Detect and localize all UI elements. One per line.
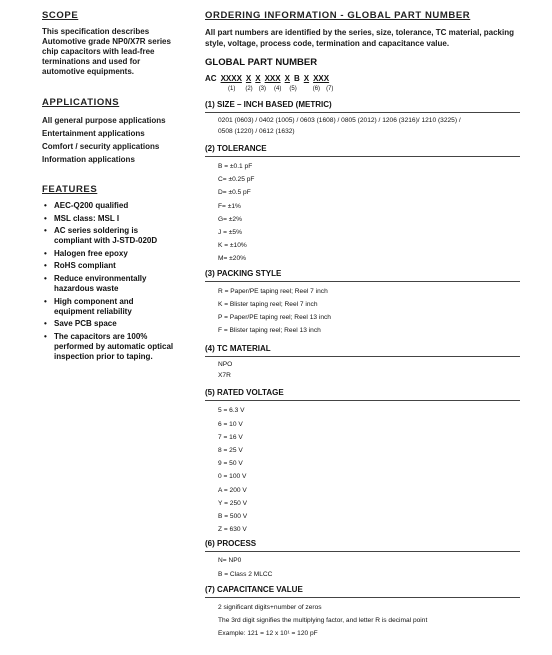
feature-item: • Save PCB space (42, 319, 194, 329)
code-packing: X (255, 74, 261, 83)
feature-item: • The capacitors are 100% performed by automatic optical inspection prior to taping. (42, 332, 182, 362)
scope-line: automotive equipments. (42, 67, 135, 76)
code-number-labels (228, 85, 520, 93)
code-voltage: X (284, 74, 290, 83)
code-num: (7) (326, 86, 334, 92)
code-num: (6) (312, 86, 321, 92)
packing-item: P = Paper/PE taping reel; Reel 13 inch (218, 314, 331, 322)
voltage-item: Y = 250 V (218, 499, 248, 507)
tolerance-item: G= ±2% (218, 215, 242, 223)
ordering-intro: All part numbers are identified by the series, size, tolerance, TC material, packing style, voltage, process code, termination and capacitance value. (205, 28, 514, 48)
voltage-content (205, 401, 520, 536)
feature-item: • High component and equipment reliability (42, 297, 162, 317)
features-list (42, 201, 194, 362)
ordering-title: ORDERING INFORMATION - GLOBAL PART NUMBER (205, 10, 471, 21)
size-line: 0508 (1220) / 0612 (1632) (218, 127, 295, 135)
tolerance-item: M= ±20% (218, 255, 246, 263)
applications-list (42, 114, 194, 166)
size-header: (1) SIZE – INCH BASED (METRIC) (205, 99, 520, 113)
tc-header: (4) TC MATERIAL (205, 343, 520, 357)
scope-line: chip capacitors with lead-free (42, 47, 155, 56)
code-num: (3) (258, 86, 267, 92)
size-content (205, 113, 520, 137)
code-num: (5) (289, 86, 297, 92)
code-process: X (303, 74, 310, 83)
voltage-item: 8 = 25 V (218, 447, 243, 455)
tc-item: X7R (218, 371, 231, 379)
tolerance-item: K = ±10% (218, 242, 247, 250)
application-item: Entertainment applications (42, 129, 145, 138)
voltage-item: A = 200 V (218, 486, 247, 494)
application-item: Information applications (42, 155, 135, 164)
applications-title: APPLICATIONS (42, 97, 120, 108)
voltage-item: 7 = 16 V (218, 433, 243, 441)
tolerance-item: F= ±1% (218, 202, 241, 210)
scope-title: SCOPE (42, 10, 79, 21)
process-item: B = Class 2 MLCC (218, 570, 273, 578)
tc-content (205, 357, 520, 381)
packing-item: K = Blister taping reel; Reel 7 inch (218, 300, 318, 308)
voltage-header: (5) RATED VOLTAGE (205, 387, 520, 401)
feature-item: • AEC-Q200 qualified (42, 201, 194, 211)
features-title: FEATURES (42, 184, 98, 195)
application-item: All general purpose applications (42, 116, 166, 125)
voltage-item: B = 500 V (218, 513, 248, 521)
scope-text (42, 27, 194, 77)
gpn-title: GLOBAL PART NUMBER (205, 57, 318, 68)
left-column (42, 10, 194, 364)
right-column (205, 10, 520, 640)
feature-item: • MSL class: MSL I (42, 214, 194, 224)
code-num: (4) (274, 86, 282, 92)
feature-item: • AC series soldering is compliant with J-STD-020D (42, 226, 178, 246)
voltage-item: 6 = 10 V (218, 420, 243, 428)
voltage-item: 9 = 50 V (218, 460, 243, 468)
tolerance-item: J = ±5% (218, 229, 242, 237)
code-series: AC (205, 74, 217, 83)
feature-item: • RoHS compliant (42, 261, 194, 271)
scope-line: Automotive grade NP0/X7R series (42, 37, 171, 46)
packing-item: F = Blister taping reel; Reel 13 inch (218, 327, 321, 335)
tolerance-item: B = ±0.1 pF (218, 163, 253, 170)
capacitance-item: Example: 121 = 12 x 10¹ = 120 pF (218, 630, 318, 638)
capacitance-header: (7) CAPACITANCE VALUE (205, 584, 520, 598)
code-tc: XXX (264, 74, 281, 83)
packing-header: (3) PACKING STYLE (205, 268, 520, 282)
capacitance-item: 2 significant digits+number of zeros (218, 603, 322, 611)
code-num: (2) (245, 86, 253, 92)
feature-item: • Halogen free epoxy (42, 249, 194, 259)
process-content (205, 552, 520, 580)
tolerance-header: (2) TOLERANCE (205, 143, 520, 157)
code-capacitance: XXX (313, 74, 330, 83)
tolerance-item: D= ±0.5 pF (218, 189, 251, 197)
tc-item: NPO (218, 361, 233, 369)
process-item: N= NP0 (218, 557, 242, 565)
application-item: Comfort / security applications (42, 142, 160, 151)
voltage-item: 5 = 6.3 V (218, 407, 245, 415)
packing-item: R = Paper/PE taping reel; Reel 7 inch (218, 287, 328, 295)
scope-line: terminations and used for (42, 57, 141, 66)
part-number-code (205, 74, 520, 84)
code-num: (1) (228, 86, 236, 92)
capacitance-content (205, 598, 520, 641)
voltage-item: 0 = 100 V (218, 473, 247, 481)
process-header: (6) PROCESS (205, 538, 520, 552)
capacitance-item: The 3rd digit signifies the multiplying factor, and letter R is decimal point (218, 617, 428, 625)
code-termination: B (293, 74, 300, 83)
size-line: 0201 (0603) / 0402 (1005) / 0603 (1608) / 0805 (2012) / 1206 (3216)/ 1210 (3225) / (218, 117, 461, 124)
scope-line: This specification describes (42, 27, 150, 36)
feature-item: • Reduce environmentally hazardous waste (42, 274, 182, 294)
voltage-item: Z = 630 V (218, 526, 247, 534)
tolerance-content (205, 157, 520, 266)
code-tolerance: X (245, 74, 252, 83)
tolerance-item: C= ±0.25 pF (218, 176, 255, 184)
code-size: XXXX (220, 74, 242, 83)
packing-content (205, 282, 520, 338)
